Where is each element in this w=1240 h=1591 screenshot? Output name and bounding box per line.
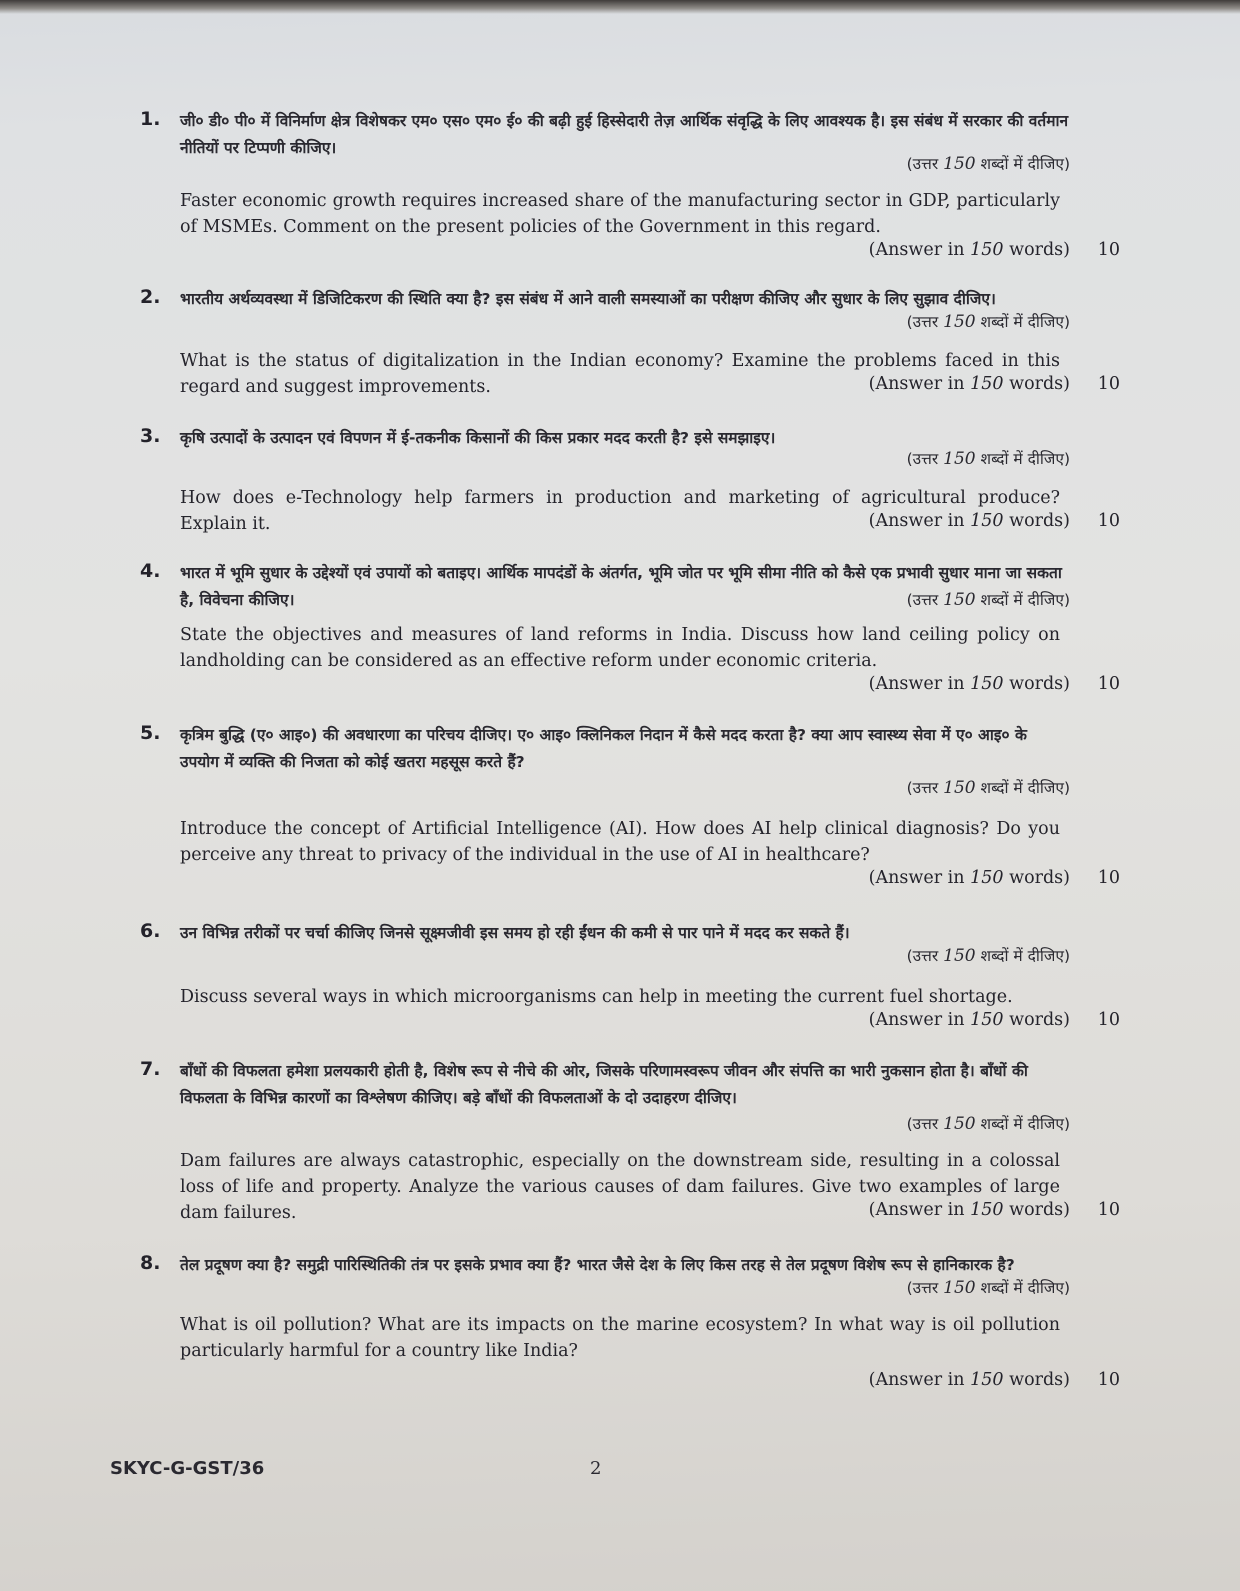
question-hindi-text: भारतीय अर्थव्यवस्था में डिजिटिकरण की स्थिति क्या है? इस संबंध में आने वाली समस्याओं का परीक्षण कीजिए और सुधार के लिए सुझाव दीजिए। — [180, 290, 996, 308]
question-english-text: What is oil pollution? What are its impacts on the marine ecosystem? In what way is oil pollution particularly harmful for a country like India? — [180, 1315, 1060, 1361]
question-hindi-text: भारत में भूमि सुधार के उद्देश्यों एवं उपायों को बताइए। आर्थिक मापदंडों के अंतर्गत, भूमि जोत पर भूमि सीमा नीति को कैसे एक प्रभावी सुधार माना जा सकता है, विवेचना कीजिए। — [180, 564, 1062, 609]
english-word-limit: (Answer in 150 words) — [868, 1200, 1070, 1220]
hindi-word-limit: (उत्तर 150 शब्दों में दीजिए) — [906, 1278, 1070, 1298]
question-number: 4. — [140, 560, 161, 582]
question-number: 6. — [140, 920, 161, 942]
question-marks: 10 — [1097, 374, 1120, 394]
hindi-word-limit: (उत्तर 150 शब्दों में दीजिए) — [906, 590, 1070, 610]
question-english-text: Faster economic growth requires increased share of the manufacturing sector in GDP, particularly of MSMEs. Comment on the present policies of the Government in this regard. — [180, 191, 1060, 237]
question-number: 5. — [140, 722, 161, 744]
hindi-word-limit: (उत्तर 150 शब्दों में दीजिए) — [906, 946, 1070, 966]
question-number: 7. — [140, 1058, 161, 1080]
english-word-limit: (Answer in 150 words) — [868, 374, 1070, 394]
question-number: 2. — [140, 286, 161, 308]
question-marks: 10 — [1097, 868, 1120, 888]
hindi-word-limit: (उत्तर 150 शब्दों में दीजिए) — [906, 154, 1070, 174]
question-marks: 10 — [1097, 674, 1120, 694]
question-english-text: Dam failures are always catastrophic, especially on the downstream side, resulting in a colossal loss of life and property. Analyze the various causes of dam failures. Give two examples of large dam failures. — [180, 1151, 1060, 1223]
english-word-limit: (Answer in 150 words) — [868, 240, 1070, 260]
question-hindi-text: जी० डी० पी० में विनिर्माण क्षेत्र विशेषकर एम० एस० एम० ई० की बढ़ी हुई हिस्सेदारी तेज़ आर्थिक संवृद्धि के लिए आवश्यक है। इस संबंध में सरकार की वर्तमान नीतियों पर टिप्पणी कीजिए। — [180, 112, 1069, 157]
question-hindi-text: तेल प्रदूषण क्या है? समुद्री पारिस्थितिकी तंत्र पर इसके प्रभाव क्या हैं? भारत जैसे देश के लिए किस तरह से तेल प्रदूषण विशेष रूप से हानिकारक है? — [180, 1256, 1015, 1274]
question-hindi-text: कृत्रिम बुद्धि (ए० आइ०) की अवधारणा का परिचय दीजिए। ए० आइ० क्लिनिकल निदान में कैसे मदद करता है? क्या आप स्वास्थ्य सेवा में ए० आइ० के उपयोग में व्यक्ति की निजता को कोई खतरा महसूस करते हैं? — [180, 726, 1027, 771]
question-number: 8. — [140, 1252, 161, 1274]
question-english-text: What is the status of digitalization in the Indian economy? Examine the problems faced in this regard and suggest improvements. — [180, 351, 1060, 397]
question-marks: 10 — [1097, 240, 1120, 260]
question-marks: 10 — [1097, 1200, 1120, 1220]
hindi-word-limit: (उत्तर 150 शब्दों में दीजिए) — [906, 778, 1070, 798]
english-word-limit: (Answer in 150 words) — [868, 1370, 1070, 1390]
question-number: 1. — [140, 108, 161, 130]
english-word-limit: (Answer in 150 words) — [868, 868, 1070, 888]
hindi-word-limit: (उत्तर 150 शब्दों में दीजिए) — [906, 1114, 1070, 1134]
question-marks: 10 — [1097, 511, 1120, 531]
page-top-shadow — [0, 0, 1240, 14]
question-english-text: Introduce the concept of Artificial Intelligence (AI). How does AI help clinical diagnosis? Do you perceive any threat to privacy of the individual in the use of AI in healthcare? — [180, 819, 1060, 865]
question-hindi-text: उन विभिन्न तरीकों पर चर्चा कीजिए जिनसे सूक्ष्मजीवी इस समय हो रही ईंधन की कमी से पार पाने में मदद कर सकते हैं। — [180, 924, 850, 942]
english-word-limit: (Answer in 150 words) — [868, 674, 1070, 694]
question-hindi-text: बाँधों की विफलता हमेशा प्रलयकारी होती है, विशेष रूप से नीचे की ओर, जिसके परिणामस्वरूप जीवन और संपत्ति का भारी नुकसान होता है। बाँधों की विफलता के विभिन्न कारणों का विश्लेषण कीजिए। बड़े बाँधों की विफलताओं के दो उदाहरण दीजिए। — [180, 1062, 1028, 1107]
question-marks: 10 — [1097, 1010, 1120, 1030]
question-english-text: State the objectives and measures of land reforms in India. Discuss how land ceiling policy on landholding can be considered as an effective reform under economic criteria. — [180, 625, 1060, 671]
hindi-word-limit: (उत्तर 150 शब्दों में दीजिए) — [906, 449, 1070, 469]
paper-code: SKYC-G-GST/36 — [110, 1458, 265, 1479]
english-word-limit: (Answer in 150 words) — [868, 1010, 1070, 1030]
question-english-text: How does e-Technology help farmers in production and marketing of agricultural produce? Explain it. — [180, 488, 1060, 534]
hindi-word-limit: (उत्तर 150 शब्दों में दीजिए) — [906, 312, 1070, 332]
question-marks: 10 — [1097, 1370, 1120, 1390]
question-hindi-text: कृषि उत्पादों के उत्पादन एवं विपणन में ई-तकनीक किसानों की किस प्रकार मदद करती है? इसे समझाइए। — [180, 429, 776, 447]
page-number: 2 — [590, 1458, 602, 1479]
question-english-text: Discuss several ways in which microorganisms can help in meeting the current fuel shortage. — [180, 987, 1013, 1007]
question-number: 3. — [140, 425, 161, 447]
english-word-limit: (Answer in 150 words) — [868, 511, 1070, 531]
